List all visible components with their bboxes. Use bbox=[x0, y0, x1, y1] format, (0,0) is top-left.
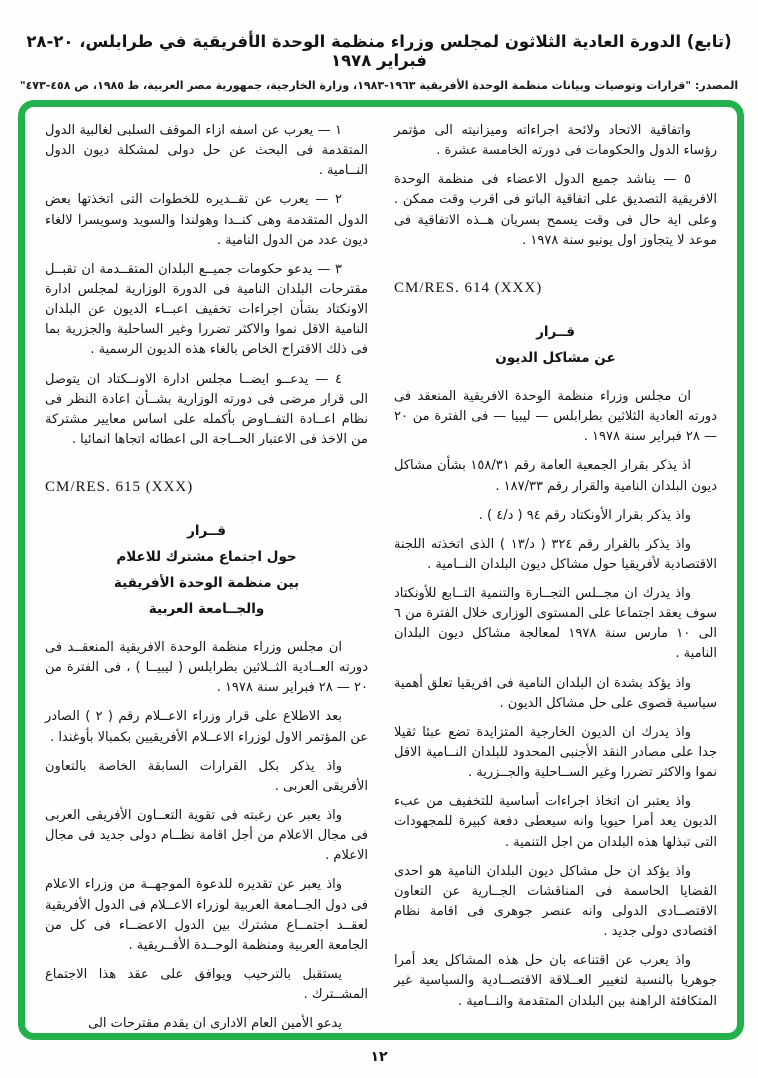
body-paragraph: واذ يدرك ان مجــلس التجــارة والتنمية التــابع للأونكتاد سوف يعقد اجتماعا على المستوى الوزارى خلال الفترة من ٦ الى ١٠ مارس سنة ١٩٧٨ لمعالجة مشاكل ديون البلدان النامية . bbox=[394, 586, 717, 662]
resolution-number: CM/RES. 615 (XXX) bbox=[45, 479, 194, 496]
body-paragraph: واذ يؤكد ان حل مشاكل ديون البلدان النامية هو احدى القضايا الحاسمة فى المناقشات الجــارية عن التعاون الاقتصــادى الدولى وانه عنصر جوهرى فى اقامة نظام اقتصادى دولى جديد . bbox=[394, 863, 717, 940]
body-paragraph: واذ يعبر عن رغبته فى تقوية التعــاون الأفريقى العربى فى مجال الاعلام من أجل اقامة نظــام دولى جديد فى مجال الاعلام . bbox=[45, 808, 368, 864]
body-paragraph: يدعو الأمين العام الادارى ان يقدم مقترحات الى bbox=[88, 1016, 342, 1032]
page-number: ١٢ bbox=[370, 1049, 388, 1065]
section-heading: حول اجتماع مشترك للاعلام bbox=[116, 549, 297, 566]
two-column-layout bbox=[45, 121, 717, 1032]
green-border-frame bbox=[18, 100, 744, 1040]
section-heading: قــرار bbox=[536, 324, 575, 341]
body-paragraph: اذ يذكر بقرار الجمعية العامة رقم ١٥٨/٣١ بشأن مشاكل ديون البلدان النامية والقرار رقم ١٨٧/٣٣ . bbox=[394, 458, 717, 494]
section-heading: عن مشاكل الديون bbox=[495, 350, 616, 367]
body-paragraph: واتفاقية الاتحاد ولائحة اجراءاته وميزانيته الى مؤتمر رؤساء الدول والحكومات فى دورته الخامسة عشرة . bbox=[394, 123, 717, 159]
body-paragraph: واذ يؤكد بشدة ان البلدان النامية فى افريقيا تعلق أهمية سياسية قصوى على حل مشاكل الديون . bbox=[394, 675, 717, 711]
body-paragraph: ٥ — يناشد جميع الدول الاعضاء فى منظمة الوحدة الافريقية التصديق على اتفاقية الباتو فى اقرب وقت ممكن . وعلى اية حال فى وقت يسمح بسريان هــذه الاتفاقية فى موعد لا يتجاوز اول يونيو سنة ١٩٧٨ . bbox=[394, 172, 717, 248]
section-heading: قــرار bbox=[187, 523, 226, 540]
body-paragraph: ٣ — يدعو حكومات جميــع البلدان المتقــدمة ان تقبــل مقترحات البلدان النامية فى الدورة الوزارية لمجلس ادارة الاونكتاد بشأن اجراءات تخفيف اعبــاء الديون عن البلدان النامية الاقل نموا والاكثر تضررا وغير الساحلية والجزرية بما فى ذلك الاقتراح الخاص بالغاء هذه الديون الرسمية . bbox=[45, 261, 368, 358]
body-paragraph: ١ — يعرب عن اسفه ازاء الموقف السلبى لغالبية الدول المتقدمة فى البحث عن حل دولى لمشكلة ديون الدول النــامية . bbox=[45, 123, 368, 179]
body-paragraph: واذ يعرب عن اقتناعه بان حل هذه المشاكل يعد أمرا جوهريا بالنسبة لتغيير العــلاقة الاقتصــادية والسياسية غير المتكافئة الراهنة بين البلدان المتقدمة والنــامية . bbox=[394, 953, 717, 1009]
body-paragraph: واذ يذكر بكل القرارات السابقة الخاصة بالتعاون الأفريقى العربى . bbox=[45, 758, 368, 794]
source-citation: المصدر: "قرارات وتوصيات وبيانات منظمة الوحدة الأفريقية ١٩٦٣-١٩٨٣، وزارة الخارجية، جمهورية مصر العربية، ط ١٩٨٥، ص ٤٥٨-٤٧٣" bbox=[19, 79, 739, 92]
section-heading: بين منظمة الوحدة الأفريقية bbox=[113, 575, 300, 592]
body-paragraph: ٤ — يدعــو ايضــا مجلس ادارة الاونــكتاد ان يتوصل الى قرار مرضى فى دورته الوزارية بشــأن اعادة النظر فى نظام اعــادة التفــاوض بأكمله على اساس معايير مشتركة من الاخذ فى الاعتبار الحــاجة الى اعطائه اتجاها انمائيا . bbox=[45, 371, 368, 447]
column-right bbox=[394, 121, 717, 1023]
document-title: (تابع) الدورة العادية الثلاثون لمجلس وزراء منظمة الوحدة الأفريقية في طرابلس، ٢٠-٢٨ فبراير ١٩٧٨ bbox=[26, 32, 732, 70]
column-left bbox=[45, 121, 368, 1032]
section-heading: والجــامعة العربية bbox=[148, 601, 265, 618]
body-paragraph: بعد الاطلاع على قرار وزراء الاعــلام رقم ( ٢ ) الصادر عن المؤتمر الاول لوزراء الاعــلام الأفريقيين بكمبالا بأوغندا . bbox=[45, 709, 368, 745]
body-paragraph: واذ يعتبر ان اتخاذ اجراءات أساسية للتخفيف من عبء الديون يعد أمرا حيويا وانه سيعطى دفعة كبيرة للمجهودات التى تبذلها هذه البلدان من اجل التنمية . bbox=[394, 794, 717, 850]
body-paragraph: ان مجلس وزراء منظمة الوحدة الافريقية المنعقــد فى دورته العــادية الثــلاثين بطرابلس ( ليبيــا ) ، فى الفترة من ٢٠ — ٢٨ فبراير سنة ١٩٧٨ . bbox=[45, 640, 368, 696]
body-paragraph: واذ يدرك ان الديون الخارجية المتزايدة تضع عبئا ثقيلا جدا على مصادر النقد الأجنبى المحدود للبلدان النــامية الاقل نموا والاكثر تضررا وغير الســاحلية والجــزرية . bbox=[394, 724, 717, 781]
body-paragraph: يستقبل بالترحيب ويوافق على عقد هذا الاجتماع المشــترك . bbox=[45, 967, 368, 1003]
page-header bbox=[0, 0, 758, 92]
resolution-number: CM/RES. 614 (XXX) bbox=[394, 279, 543, 296]
body-paragraph: واذ يذكر بالقرار رقم ٣٢٤ ( د/١٣ ) الذى اتخذته اللجنة الاقتصادية لأفريقيا حول مشاكل ديون البلدان النــامية . bbox=[394, 536, 717, 572]
body-paragraph: ان مجلس وزراء منظمة الوحدة الافريقية المنعقد فى دورته العادية الثلاثين بطرابلس — ليبيا — فى الفترة من ٢٠ — ٢٨ فبراير سنة ١٩٧٨ . bbox=[394, 388, 717, 445]
page-footer bbox=[0, 1046, 758, 1065]
body-paragraph: واذ يذكر بقرار الأونكتاد رقم ٩٤ ( د/٤ ) . bbox=[478, 507, 691, 523]
body-paragraph: واذ يعبر عن تقديره للدعوة الموجهــة من وزراء الاعلام فى دول الجــامعة العربية لوزراء الاعــلام فى الدول الأفريقية لعقــد اجتمــاع مشترك بين الدول الاعضــاء فى كل من الجامعة العربية ومنظمة الوحــدة الأفــريقية . bbox=[45, 877, 368, 953]
body-paragraph: ٢ — يعرب عن تقــديره للخطوات التى اتخذتها بعض الدول المتقدمة وهى كنــدا وهولندا والسويد وسويسرا لالغاء ديون عدد من الدول النامية . bbox=[45, 192, 368, 248]
